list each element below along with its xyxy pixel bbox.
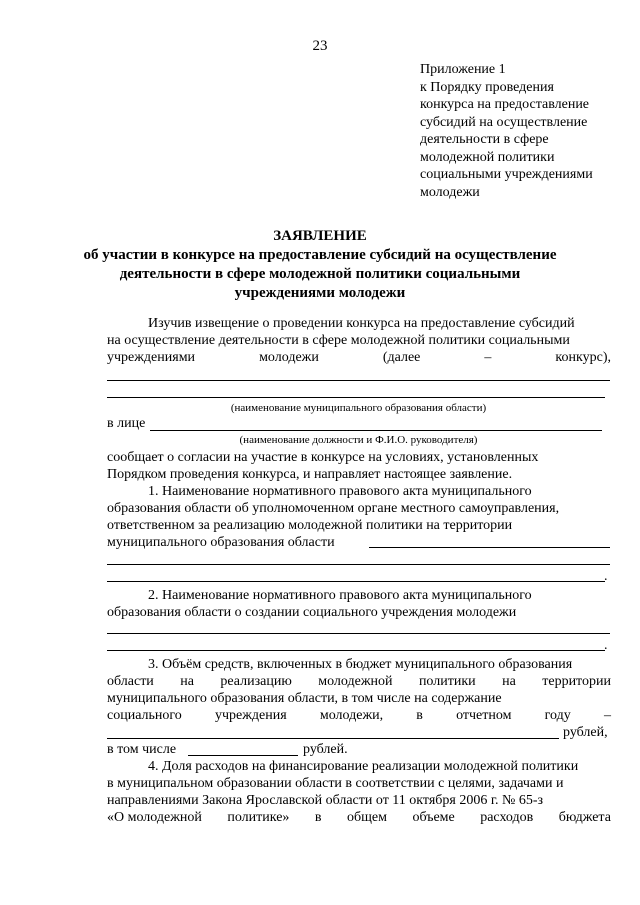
caption-head: (наименование должности и Ф.И.О. руководителя): [239, 434, 478, 446]
item2-line: образования области о создании социального учреждения молодежи: [107, 605, 517, 620]
annex-line: молодежи: [420, 184, 480, 200]
item4-line: 4. Доля расходов на финансирование реализации молодежной политики: [148, 759, 579, 774]
annex-line: молодежной политики: [420, 149, 555, 165]
blank-line: [369, 547, 610, 548]
blank-line: [150, 430, 602, 431]
item4-line: в муниципальном образовании области в соответствии с целями, задачами и: [107, 776, 564, 791]
item4-line: «О молодежной политике» в общем объеме расходов бюджета: [107, 810, 611, 825]
blank-line: [107, 380, 610, 381]
annex-line: социальными учреждениями: [420, 167, 593, 182]
annex-line: деятельности в сфере: [420, 132, 549, 147]
blank-line: [107, 581, 605, 582]
intro-line: на осуществление деятельности в сфере молодежной политики социальными: [107, 333, 570, 348]
caption-municipality: (наименование муниципального образования области): [230, 402, 487, 414]
item1-line: муниципального образования области: [107, 535, 335, 550]
annex-line: субсидий на осуществление: [420, 114, 588, 130]
annex-line: к Порядку проведения: [420, 79, 554, 95]
document-title: ЗАЯВЛЕНИЕ: [273, 228, 367, 244]
item1-line: образования области об уполномоченном органе местного самоуправления,: [107, 501, 560, 516]
title-line: об участии в конкурсе на предоставление субсидий на осуществление: [83, 247, 557, 263]
annex-block: [420, 61, 593, 201]
item4-line: направлениями Закона Ярославской области от 11 октября 2006 г. № 65-з: [107, 793, 544, 808]
item3-line: муниципального образования области, в том числе на содержание: [107, 691, 502, 706]
title-line: деятельности в сфере молодежной политики социальными: [119, 266, 521, 282]
currency-label: рублей.: [303, 742, 348, 757]
intro-line: Изучив извещение о проведении конкурса на предоставление субсидий: [148, 316, 575, 331]
item1-line: ответственном за реализацию молодежной политики на территории: [107, 518, 513, 533]
end-mark: .: [604, 569, 608, 584]
blank-line: [107, 633, 610, 634]
item3-line: области на реализацию молодежной политики на территории: [107, 674, 611, 689]
blank-line: [107, 650, 605, 651]
blank-line: [188, 755, 298, 756]
intro-line: Порядком проведения конкурса, и направляет настоящее заявление.: [107, 467, 513, 482]
currency-label: рублей,: [563, 725, 608, 740]
item3-line: 3. Объём средств, включенных в бюджет муниципального образования: [148, 657, 573, 672]
in-person-label: в лице: [107, 416, 146, 431]
item1-line: 1. Наименование нормативного правового акта муниципального: [148, 484, 532, 499]
intro-line: учреждениями молодежи (далее – конкурс),: [107, 350, 611, 365]
title-line: учреждениями молодежи: [234, 285, 406, 301]
annex-line: конкурса на предоставление: [420, 97, 590, 112]
intro-line: сообщает о согласии на участие в конкурсе на условиях, установленных: [107, 450, 539, 465]
page-number: 23: [312, 38, 328, 54]
item2-line: 2. Наименование нормативного правового акта муниципального: [148, 588, 532, 603]
item3-line: социального учреждения молодежи, в отчетном году –: [107, 708, 611, 723]
blank-line: [107, 738, 559, 739]
blank-line: [107, 397, 605, 398]
incl-label: в том числе: [107, 742, 177, 757]
end-mark: .: [604, 638, 608, 653]
blank-line: [107, 564, 610, 565]
annex-line: Приложение 1: [420, 62, 506, 77]
